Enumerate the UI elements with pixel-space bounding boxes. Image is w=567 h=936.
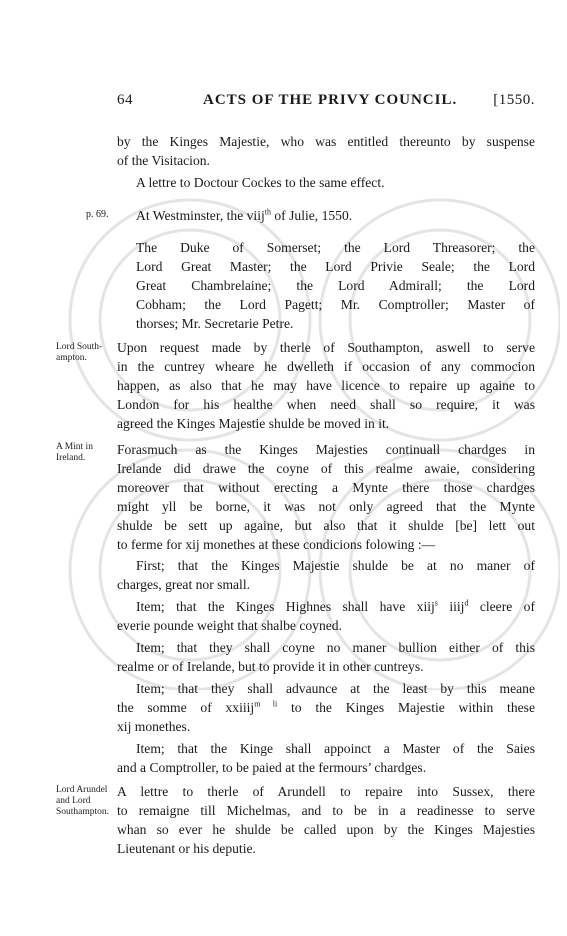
- attendance-line: Great Chambrelaine; the Lord Admirall; the Lord: [136, 278, 535, 293]
- margin-note-arundel: Lord Arundel and Lord Southampton.: [56, 785, 110, 817]
- margin-note-southampton: Lord South- ampton.: [56, 342, 103, 363]
- condition-line: First; that the Kinges Majestie shulde be at no maner of: [136, 558, 535, 573]
- condition-line: charges, great nor small.: [117, 577, 250, 592]
- body-line: agreed the Kinges Majestie shulde be moved in it.: [117, 416, 390, 431]
- condition-line: Item; that they shall coyne no maner bullion either of this: [136, 640, 535, 655]
- condition-line: xij monethes.: [117, 719, 191, 734]
- header-year: [1550.: [493, 92, 535, 108]
- body-line: Irelande did drawe the coyne of this realme awaie, considering: [117, 461, 535, 476]
- body-line: moreover that without erecting a Mynte there those chardges: [117, 480, 535, 495]
- condition-line: the somme of xxiiij$^{m li}$ to the Kinges Majestie within these: [117, 699, 535, 715]
- attendance-line: Cobham; the Lord Pagett; Mr. Comptroller; Master of: [136, 297, 535, 312]
- running-title: ACTS OF THE PRIVY COUNCIL.: [203, 92, 458, 108]
- body-line: by the Kinges Majestie, who was entitled thereunto by suspense: [117, 134, 535, 149]
- body-line: happen, as also that he may have licence to repaire up againe to: [117, 378, 535, 393]
- attendance-line: The Duke of Somerset; the Lord Threasorer; the: [136, 240, 535, 255]
- body-line: Forasmuch as the Kinges Majesties continuall chardges in: [117, 442, 535, 457]
- body-line: shulde be sett up againe, but also that it shulde [be] lett out: [117, 518, 535, 533]
- condition-line: and a Comptroller, to be paied at the fermours’ chardges.: [117, 760, 427, 775]
- body-line: to ferme for xij monethes at these condicions folowing :—: [117, 537, 436, 552]
- condition-line: Item; that they shall advaunce at the least by this meane: [136, 681, 535, 696]
- meeting-heading: At Westminster, the viij$^{th}$ of Julie, 1550.: [136, 207, 353, 223]
- body-line: of the Visitacion.: [117, 153, 210, 168]
- running-header: [117, 92, 535, 114]
- body-line: in the cuntrey wheare he dwelleth if occasion of any commocion: [117, 359, 535, 374]
- body-line: whan so ever he shulde be called upon by the Kinges Majesties: [117, 822, 535, 837]
- page-number: 64: [117, 92, 133, 108]
- body-line: might yll be borne, it was not only agreed that the Mynte: [117, 499, 535, 514]
- condition-line: Item; that the Kinges Highnes shall have xiij$^s$ iiij$^d$ cleere of: [136, 598, 536, 614]
- page-reference: p. 69.: [86, 209, 109, 220]
- condition-line: realme or of Irelande, but to provide it in other cuntreys.: [117, 659, 424, 674]
- body-line: Upon request made by therle of Southampton, aswell to serve: [117, 340, 535, 355]
- letter-line: A lettre to Doctour Cockes to the same effect.: [136, 175, 385, 190]
- condition-line: Item; that the Kinge shall appoinct a Master of the Saies: [136, 741, 535, 756]
- body-line: to remaigne till Michelmas, and to be in a readinesse to serve: [117, 803, 535, 818]
- condition-line: everie pounde weight that shalbe coyned.: [117, 618, 342, 633]
- attendance-line: thorses; Mr. Secretarie Petre.: [136, 316, 294, 331]
- body-line: A lettre to therle of Arundell to repaire into Sussex, there: [117, 784, 535, 799]
- body-line: Lieutenant or his deputie.: [117, 841, 256, 856]
- attendance-line: Lord Great Master; the Lord Privie Seale; the Lord: [136, 259, 535, 274]
- margin-note-mint: A Mint in Ireland.: [56, 442, 93, 463]
- body-line: London for his healthe when need shall so require, it was: [117, 397, 535, 412]
